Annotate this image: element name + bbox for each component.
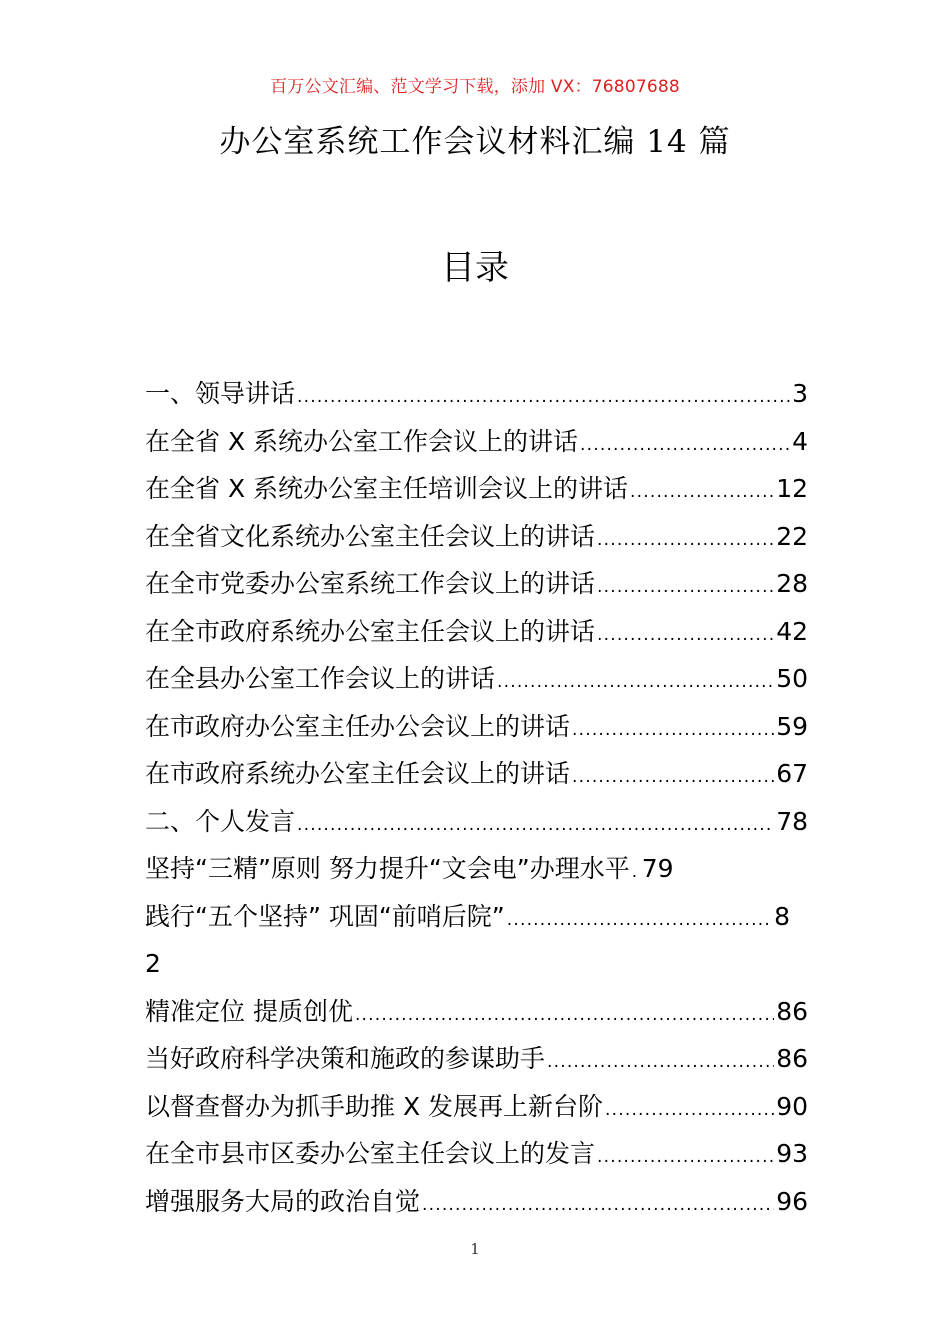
toc-entry-title: 在市政府系统办公室主任会议上的讲话: [145, 759, 571, 788]
toc-entry[interactable]: [145, 703, 808, 751]
leader-dots: [597, 564, 774, 612]
toc-entry-page: 12: [776, 474, 808, 503]
toc-entry-title: 在全市政府系统办公室主任会议上的讲话: [145, 616, 596, 646]
toc-entry-page: 86: [776, 1044, 808, 1073]
toc-entry[interactable]: [145, 465, 808, 513]
leader-dots: [605, 1087, 774, 1135]
leader-dots: [297, 802, 774, 850]
toc-entry-title: 在全省文化系统办公室主任会议上的讲话: [145, 521, 596, 551]
toc-entry-page: 8: [774, 901, 790, 931]
toc-entry-page: 28: [776, 569, 808, 598]
toc-entry-title: 增强服务大局的政治自觉: [145, 1186, 421, 1216]
toc-entry-title: 在全县办公室工作会议上的讲话: [145, 664, 496, 693]
toc-entry-page: 67: [776, 759, 808, 788]
leader-dots: [597, 1134, 774, 1182]
leader-dots: [597, 612, 774, 660]
toc-entry[interactable]: [145, 893, 808, 941]
toc-heading: 目录: [441, 248, 509, 288]
toc-entry-page-wrap: [145, 940, 808, 988]
leader-dots: [507, 897, 772, 945]
toc-entry[interactable]: [145, 1178, 808, 1226]
toc-entry[interactable]: [145, 608, 808, 656]
toc-entry-page: 90: [776, 1091, 808, 1121]
toc-entry-page: 79: [641, 854, 674, 883]
page-number: 1: [470, 1240, 480, 1258]
toc-entry[interactable]: [145, 1083, 808, 1131]
toc-entry-page: 86: [776, 996, 808, 1026]
toc-entry[interactable]: [145, 418, 808, 466]
leader-dots: [597, 517, 774, 565]
toc-entry[interactable]: [145, 513, 808, 561]
toc-entry[interactable]: [145, 370, 808, 418]
toc-entry-title: 二、个人发言: [145, 806, 296, 836]
toc-entry[interactable]: [145, 798, 808, 846]
toc-entry-title: 以督查督办为抓手助推 X 发展再上新台阶: [145, 1091, 604, 1121]
leader-dots: [297, 374, 790, 422]
toc-entry[interactable]: [145, 1035, 808, 1083]
leader-dots: [580, 422, 790, 470]
toc-entry-title: 在全市党委办公室系统工作会议上的讲话: [145, 569, 596, 598]
toc-entry-title: 精准定位 提质创优: [145, 996, 353, 1026]
leader-dots: [355, 992, 774, 1040]
toc-entry-title: 在全省 X 系统办公室主任培训会议上的讲话: [145, 474, 629, 503]
toc-entry-page: 3: [792, 379, 808, 408]
toc-entry-page: 93: [776, 1139, 808, 1168]
document-title: 办公室系统工作会议材料汇编 14 篇: [219, 124, 731, 160]
toc-entry-title: 在全市县市区委办公室主任会议上的发言: [145, 1139, 596, 1168]
leader-dots: [572, 707, 774, 755]
leader-dots: [547, 1039, 774, 1087]
toc-entry-page: 78: [776, 806, 808, 836]
table-of-contents: [145, 370, 808, 1225]
toc-entry[interactable]: [145, 560, 808, 608]
toc-entry[interactable]: [145, 655, 808, 703]
toc-entry-page: 59: [776, 711, 808, 741]
toc-entry-title: 坚持“三精”原则 努力提升“文会电”办理水平: [145, 854, 630, 883]
toc-entry[interactable]: [145, 1130, 808, 1178]
toc-entry-page: 96: [776, 1186, 808, 1216]
toc-entry-title: 在市政府办公室主任办公会议上的讲话: [145, 711, 571, 741]
toc-entry-page: 50: [776, 664, 808, 693]
toc-entry[interactable]: [145, 750, 808, 798]
leader-dots: [572, 754, 774, 802]
leader-dots: [632, 849, 640, 897]
toc-entry-page: 42: [776, 616, 808, 646]
toc-entry-title: 一、领导讲话: [145, 379, 296, 408]
toc-entry[interactable]: [145, 988, 808, 1036]
leader-dots: [630, 469, 774, 517]
toc-entry-page: 22: [776, 521, 808, 551]
leader-dots: [497, 659, 774, 707]
toc-entry-title: 践行“五个坚持” 巩固“前哨后院”: [145, 901, 505, 931]
toc-entry[interactable]: [145, 845, 808, 893]
toc-entry-page: 4: [792, 426, 808, 456]
leader-dots: [422, 1182, 774, 1230]
toc-entry-title: 当好政府科学决策和施政的参谋助手: [145, 1044, 546, 1073]
watermark-banner: 百万公文汇编、范文学习下载，添加 VX：76807688: [270, 77, 680, 97]
toc-entry-title: 在全省 X 系统办公室工作会议上的讲话: [145, 426, 579, 456]
toc-entry-page-continuation: 2: [145, 949, 161, 978]
